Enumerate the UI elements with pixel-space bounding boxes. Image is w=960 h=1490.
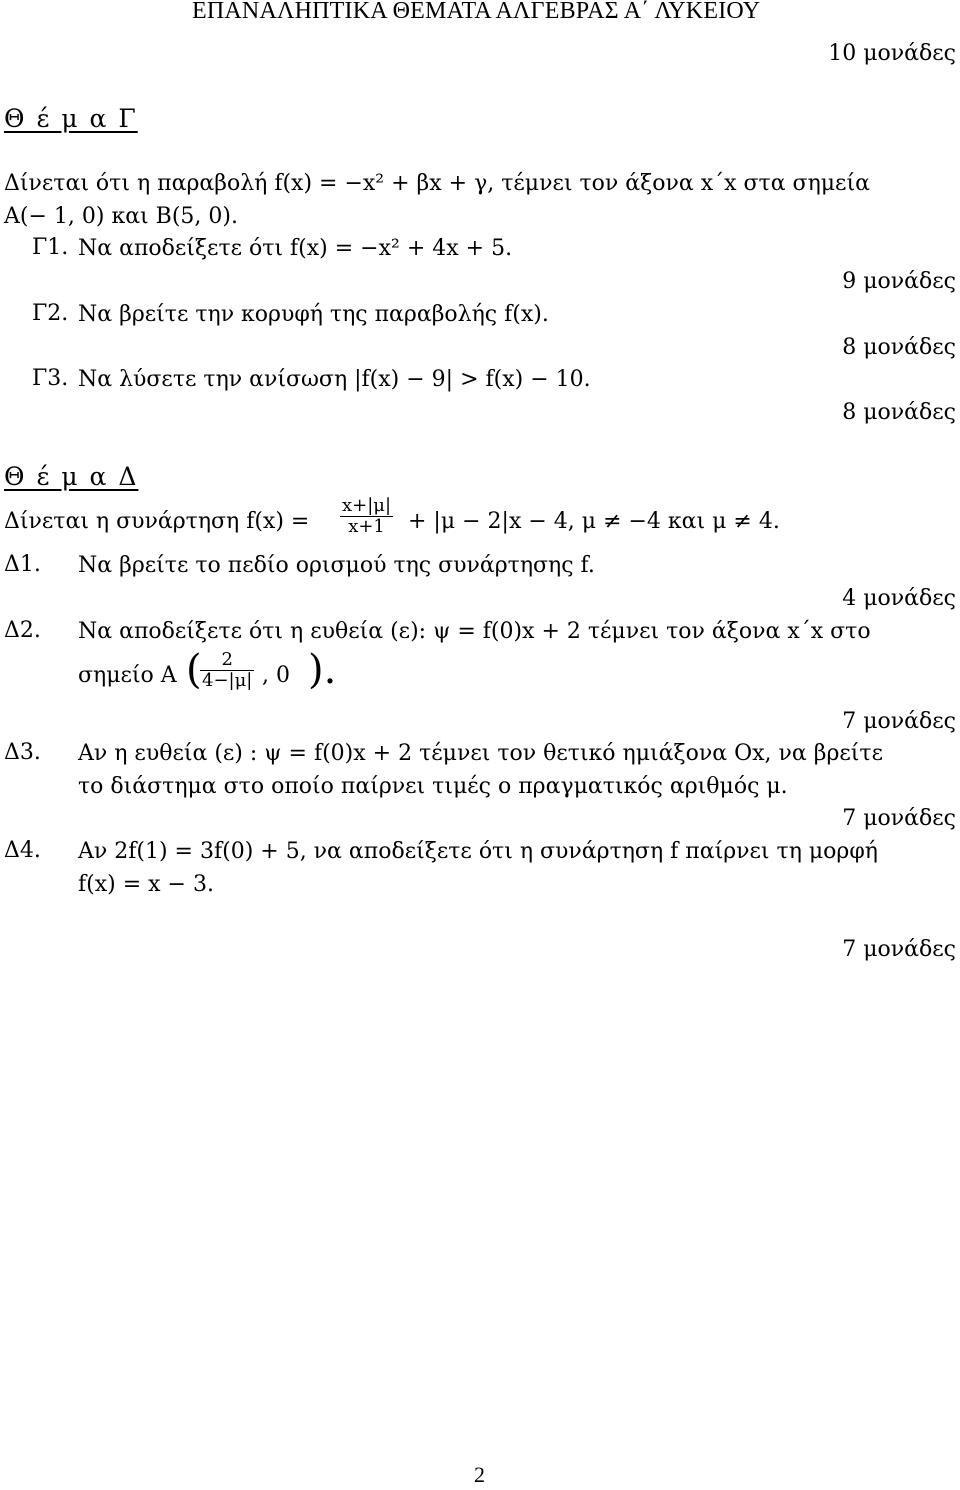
point-a-y-coordinate: , 0 <box>262 663 290 688</box>
question-c1-label: Γ1. <box>32 235 69 260</box>
question-d3-line2: το διάστημα στο οποίο παίρνει τιμές ο πραγματικός αριθμός μ. <box>78 774 788 799</box>
theme-c-intro-line2: A(− 1, 0) και B(5, 0). <box>4 204 238 229</box>
question-c2-text: Να βρείτε την κορυφή της παραβολής f(x). <box>78 302 549 327</box>
question-c2-label: Γ2. <box>32 301 69 326</box>
question-d1-text: Να βρείτε το πεδίο ορισμού της συνάρτησης f. <box>78 553 595 578</box>
question-d2-points: 7 μονάδες <box>842 709 956 734</box>
question-d4-label: Δ4. <box>4 838 41 863</box>
theme-d-function-fraction <box>340 496 393 537</box>
fraction-denominator: x+1 <box>348 516 385 537</box>
open-parenthesis: ( <box>186 647 202 693</box>
question-c1-text: Να αποδείξετε ότι f(x) = −x² + 4x + 5. <box>78 236 513 261</box>
question-c2-points: 8 μονάδες <box>842 335 956 360</box>
question-d3-label: Δ3. <box>4 740 41 765</box>
question-d4-line1: Αν 2f(1) = 3f(0) + 5, να αποδείξετε ότι η συνάρτηση f παίρνει τη μορφή <box>78 839 878 864</box>
fraction-numerator: x+|μ| <box>342 495 392 516</box>
question-d3-line1: Αν η ευθεία (ε) : ψ = f(0)x + 2 τέμνει τον θετικό ημιάξονα Οx, να βρείτε <box>78 741 883 766</box>
fraction-denominator: 4−|μ| <box>202 670 253 691</box>
theme-c-intro-line1: Δίνεται ότι η παραβολή f(x) = −x² + βx + γ, τέμνει τον άξονα x΄x στα σημεία <box>4 171 870 196</box>
question-d1-label: Δ1. <box>4 552 41 577</box>
question-c1-points: 9 μονάδες <box>842 269 956 294</box>
question-d4-line2: f(x) = x − 3. <box>78 872 214 897</box>
question-d3-points: 7 μονάδες <box>842 806 956 831</box>
question-d2-line1: Να αποδείξετε ότι η ευθεία (ε): ψ = f(0)x + 2 τέμνει τον άξονα x΄x στο <box>78 619 871 644</box>
question-d2-label: Δ2. <box>4 618 41 643</box>
theme-d-intro-suffix: + |μ − 2|x − 4, μ ≠ −4 και μ ≠ 4. <box>408 509 780 534</box>
fraction-numerator: 2 <box>200 650 254 671</box>
question-c3-points: 8 μονάδες <box>842 400 956 425</box>
theme-d-title: Θ έ μ α Δ <box>4 462 139 491</box>
page-header-title: ΕΠΑΝΑΛΗΠΤΙΚΑ ΘΕΜΑΤΑ ΑΛΓΕΒΡΑΣ Α΄ ΛΥΚΕΙΟΥ <box>192 0 761 24</box>
question-d4-points: 7 μονάδες <box>842 937 956 962</box>
question-c3-label: Γ3. <box>32 366 69 391</box>
question-d2-line2-prefix: σημείο A <box>78 663 177 688</box>
point-a-fraction <box>200 650 254 691</box>
theme-d-intro-prefix: Δίνεται η συνάρτηση f(x) = <box>4 509 310 534</box>
question-d1-points: 4 μονάδες <box>842 586 956 611</box>
points-top: 10 μονάδες <box>828 41 956 66</box>
question-c3-text: Να λύσετε την ανίσωση |f(x) − 9| > f(x) − 10. <box>78 367 591 392</box>
theme-c-title: Θ έ μ α Γ <box>4 104 138 133</box>
page-number: 2 <box>474 1462 485 1487</box>
close-parenthesis: ). <box>308 647 337 693</box>
